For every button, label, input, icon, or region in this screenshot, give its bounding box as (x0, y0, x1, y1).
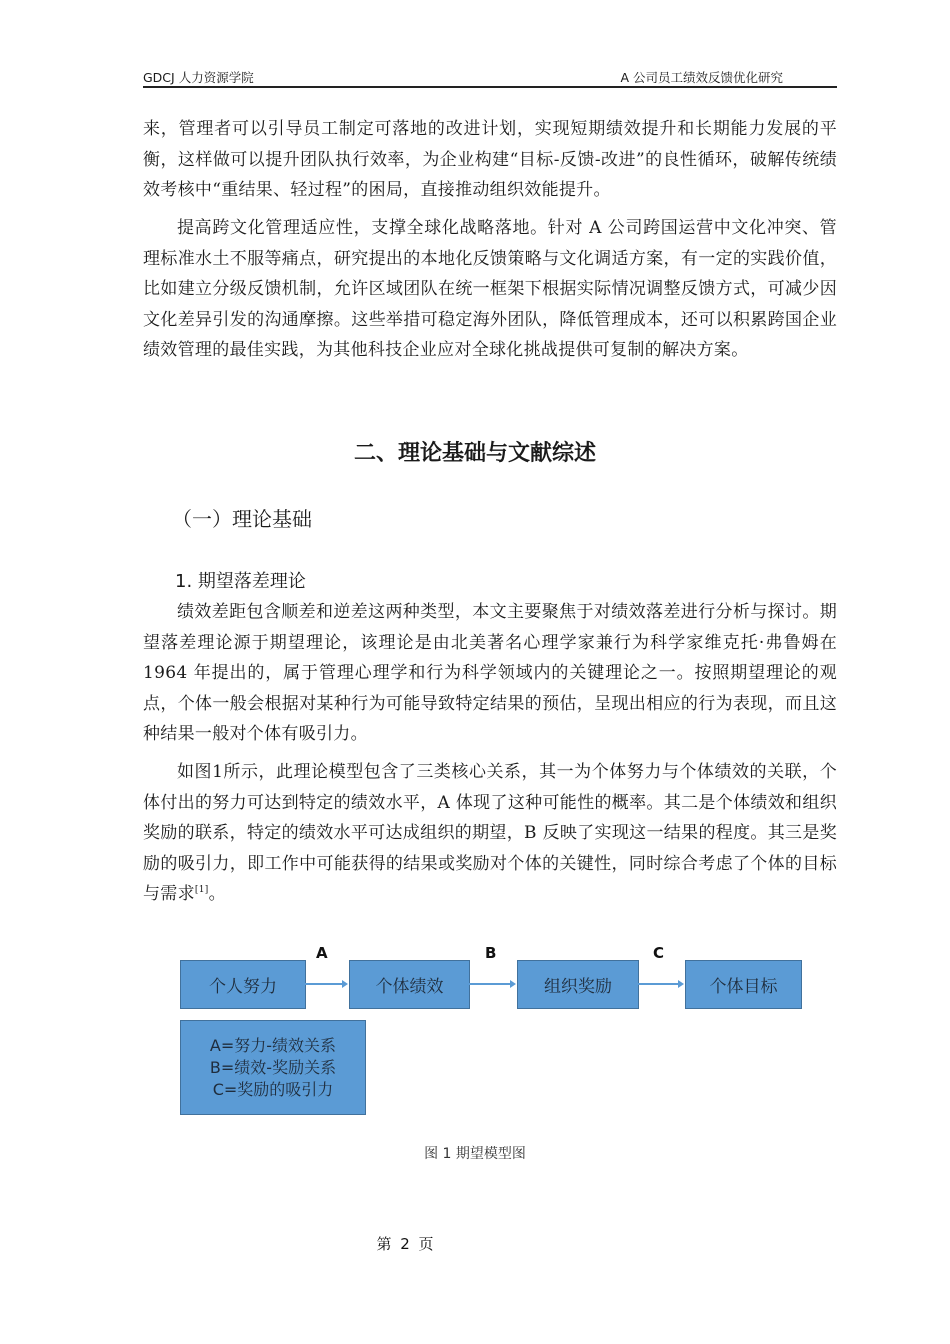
paragraph-end: 。 (208, 884, 226, 904)
diagram-box-effort: 个人努力 (180, 960, 306, 1009)
arrow-label-b: B (485, 944, 497, 962)
diagram-box-goal: 个体目标 (685, 960, 802, 1009)
page-number: 第 2 页 (376, 1235, 434, 1253)
arrow-label-a: A (316, 944, 328, 962)
header-school: GDCJ 人力资源学院 (143, 70, 254, 85)
legend-item: A=努力-绩效关系 (209, 1035, 337, 1055)
page-header (143, 66, 837, 88)
arrow-icon (638, 983, 679, 985)
paragraph: 提高跨文化管理适应性，支撑全球化战略落地。针对 A 公司跨国运营中文化冲突、管理标准水土不服等痛点，研究提出的本地化反馈策略与文化调适方案，有一定的实践价值，比如建立分级反馈机制，允许区域团队在统一框架下根据实际情况调整反馈方式，可减少因文化差异引发的沟通摩擦。这些举措可稳定海外团队，降低管理成本，还可以积累跨国企业绩效管理的最佳实践，为其他科技企业应对全球化挑战提供可复制的解决方案。 (143, 218, 837, 360)
paragraph: 来，管理者可以引导员工制定可落地的改进计划，实现短期绩效提升和长期能力发展的平衡，这样做可以提升团队执行效率，为企业构建“目标-反馈-改进”的良性循环，破解传统绩效考核中“重结果、轻过程”的困局，直接推动组织效能提升。 (143, 119, 837, 200)
legend-item: C=奖励的吸引力 (212, 1079, 334, 1099)
diagram-legend (180, 1020, 366, 1115)
paragraph (143, 757, 837, 910)
paragraph: 绩效差距包含顺差和逆差这两种类型，本文主要聚焦于对绩效落差进行分析与探讨。期望落差理论源于期望理论，该理论是由北美著名心理学家兼行为科学家维克托·弗鲁姆在 1964 年提出的，属于管理心理学和行为科学领域内的关键理论之一。按照期望理论的观点，个体一般会根据对某种行为可能导致特定结果的预估，呈现出相应的行为表现，而且这种结果一般对个体有吸引力。 (143, 602, 837, 744)
arrow-icon (305, 983, 343, 985)
subsubsection-title: 1. 期望落差理论 (175, 571, 306, 592)
figure-caption: 图 1 期望模型图 (424, 1146, 526, 1162)
legend-item: B=绩效-奖励关系 (209, 1057, 337, 1077)
section-title: 二、理论基础与文献综述 (353, 441, 596, 466)
header-title: A 公司员工绩效反馈优化研究 (620, 70, 783, 85)
diagram-box-performance: 个体绩效 (349, 960, 470, 1009)
arrow-icon (469, 983, 511, 985)
citation: [1] (194, 885, 209, 895)
subsection-title: （一）理论基础 (172, 507, 312, 531)
arrow-label-c: C (653, 944, 665, 962)
paragraph-text: 如图1所示，此理论模型包含了三类核心关系，其一为个体努力与个体绩效的关联，个体付出的努力可达到特定的绩效水平，A 体现了这种可能性的概率。其二是个体绩效和组织奖励的联系，特定的绩效水平可达成组织的期望，B 反映了实现这一结果的程度。其三是奖励的吸引力，即工作中可能获得的结果或奖励对个体的关键性，同时综合考虑了个体的目标与需求 (143, 762, 837, 904)
diagram-box-reward: 组织奖励 (517, 960, 639, 1009)
